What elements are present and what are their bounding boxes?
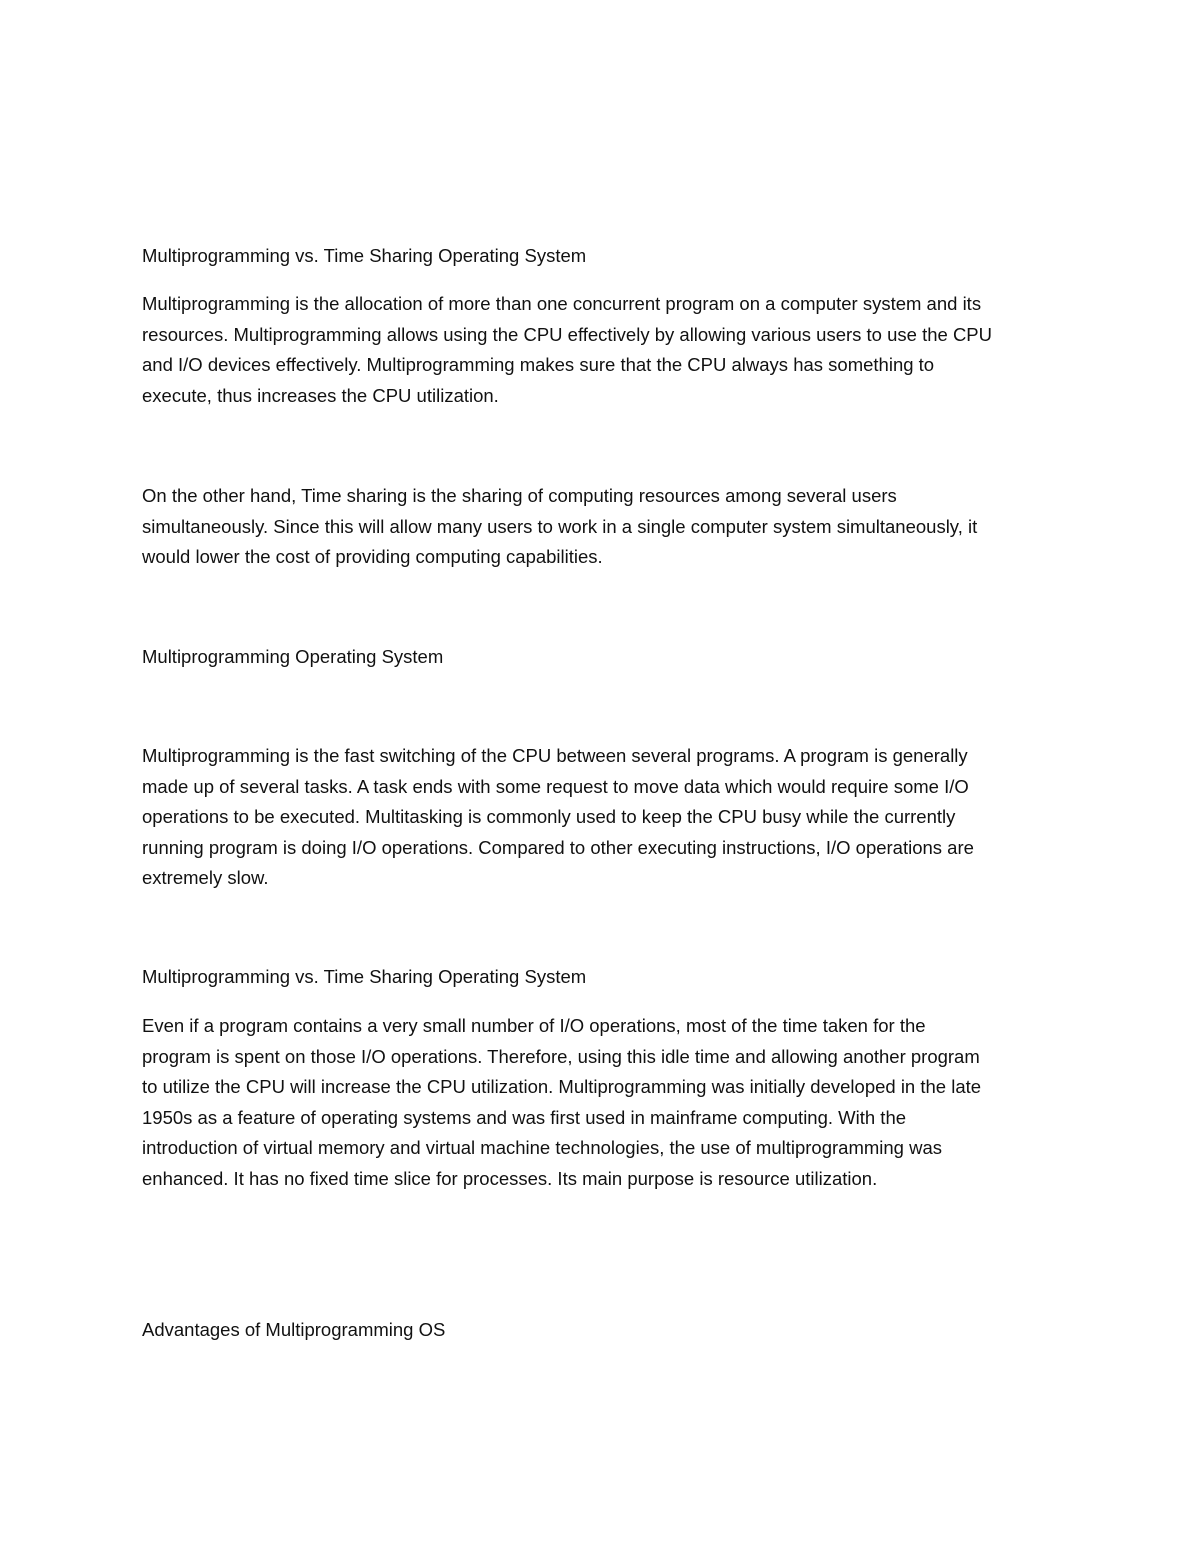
heading-advantages	[142, 1315, 1067, 1346]
paragraph-line: Even if a program contains a very small number of I/O operations, most of the time taken for the	[142, 1015, 926, 1036]
paragraph-time-sharing-definition	[142, 481, 1067, 573]
heading-line: Advantages of Multiprogramming OS	[142, 1319, 446, 1340]
paragraph-line: running program is doing I/O operations. Compared to other executing instructions, I/O operations are	[142, 836, 974, 858]
paragraph-line: operations to be executed. Multitasking is commonly used to keep the CPU busy while the currently	[142, 806, 956, 828]
paragraph-line: simultaneously. Since this will allow many users to work in a single computer system simultaneously, it	[142, 515, 978, 537]
paragraph-line: extremely slow.	[142, 867, 269, 889]
paragraph-line: On the other hand, Time sharing is the sharing of computing resources among several users	[142, 485, 897, 506]
heading-multiprogramming-vs-time-sharing-2	[142, 962, 1067, 993]
heading-line: Multiprogramming vs. Time Sharing Operating System	[142, 966, 587, 987]
paragraph-line: 1950s as a feature of operating systems and was first used in mainframe computing. With the	[142, 1106, 907, 1128]
heading-line: Multiprogramming Operating System	[142, 646, 444, 667]
paragraph-io-operations	[142, 1011, 1067, 1195]
paragraph-line: execute, thus increases the CPU utilization.	[142, 384, 499, 406]
paragraph-line: resources. Multiprogramming allows using the CPU effectively by allowing various users to use the CPU	[142, 323, 992, 345]
paragraph-line: program is spent on those I/O operations. Therefore, using this idle time and allowing another program	[142, 1045, 980, 1067]
paragraph-cpu-switching	[142, 741, 1067, 894]
paragraph-line: introduction of virtual memory and virtual machine technologies, the use of multiprogramming was	[142, 1137, 942, 1159]
heading-multiprogramming-vs-time-sharing	[142, 241, 1067, 272]
heading-line: Multiprogramming vs. Time Sharing Operating System	[142, 245, 587, 266]
paragraph-line: made up of several tasks. A task ends with some request to move data which would require some I/O	[142, 775, 969, 797]
paragraph-line: Multiprogramming is the fast switching of the CPU between several programs. A program is generally	[142, 745, 968, 766]
heading-multiprogramming-os	[142, 642, 1067, 673]
paragraph-line: to utilize the CPU will increase the CPU utilization. Multiprogramming was initially developed in the late	[142, 1076, 982, 1098]
paragraph-line: enhanced. It has no fixed time slice for processes. Its main purpose is resource utilization.	[142, 1167, 878, 1189]
paragraph-line: Multiprogramming is the allocation of more than one concurrent program on a computer system and its	[142, 293, 982, 314]
paragraph-line: and I/O devices effectively. Multiprogramming makes sure that the CPU always has something to	[142, 354, 935, 376]
paragraph-multiprogramming-definition	[142, 289, 1067, 411]
paragraph-line: would lower the cost of providing computing capabilities.	[142, 546, 603, 568]
